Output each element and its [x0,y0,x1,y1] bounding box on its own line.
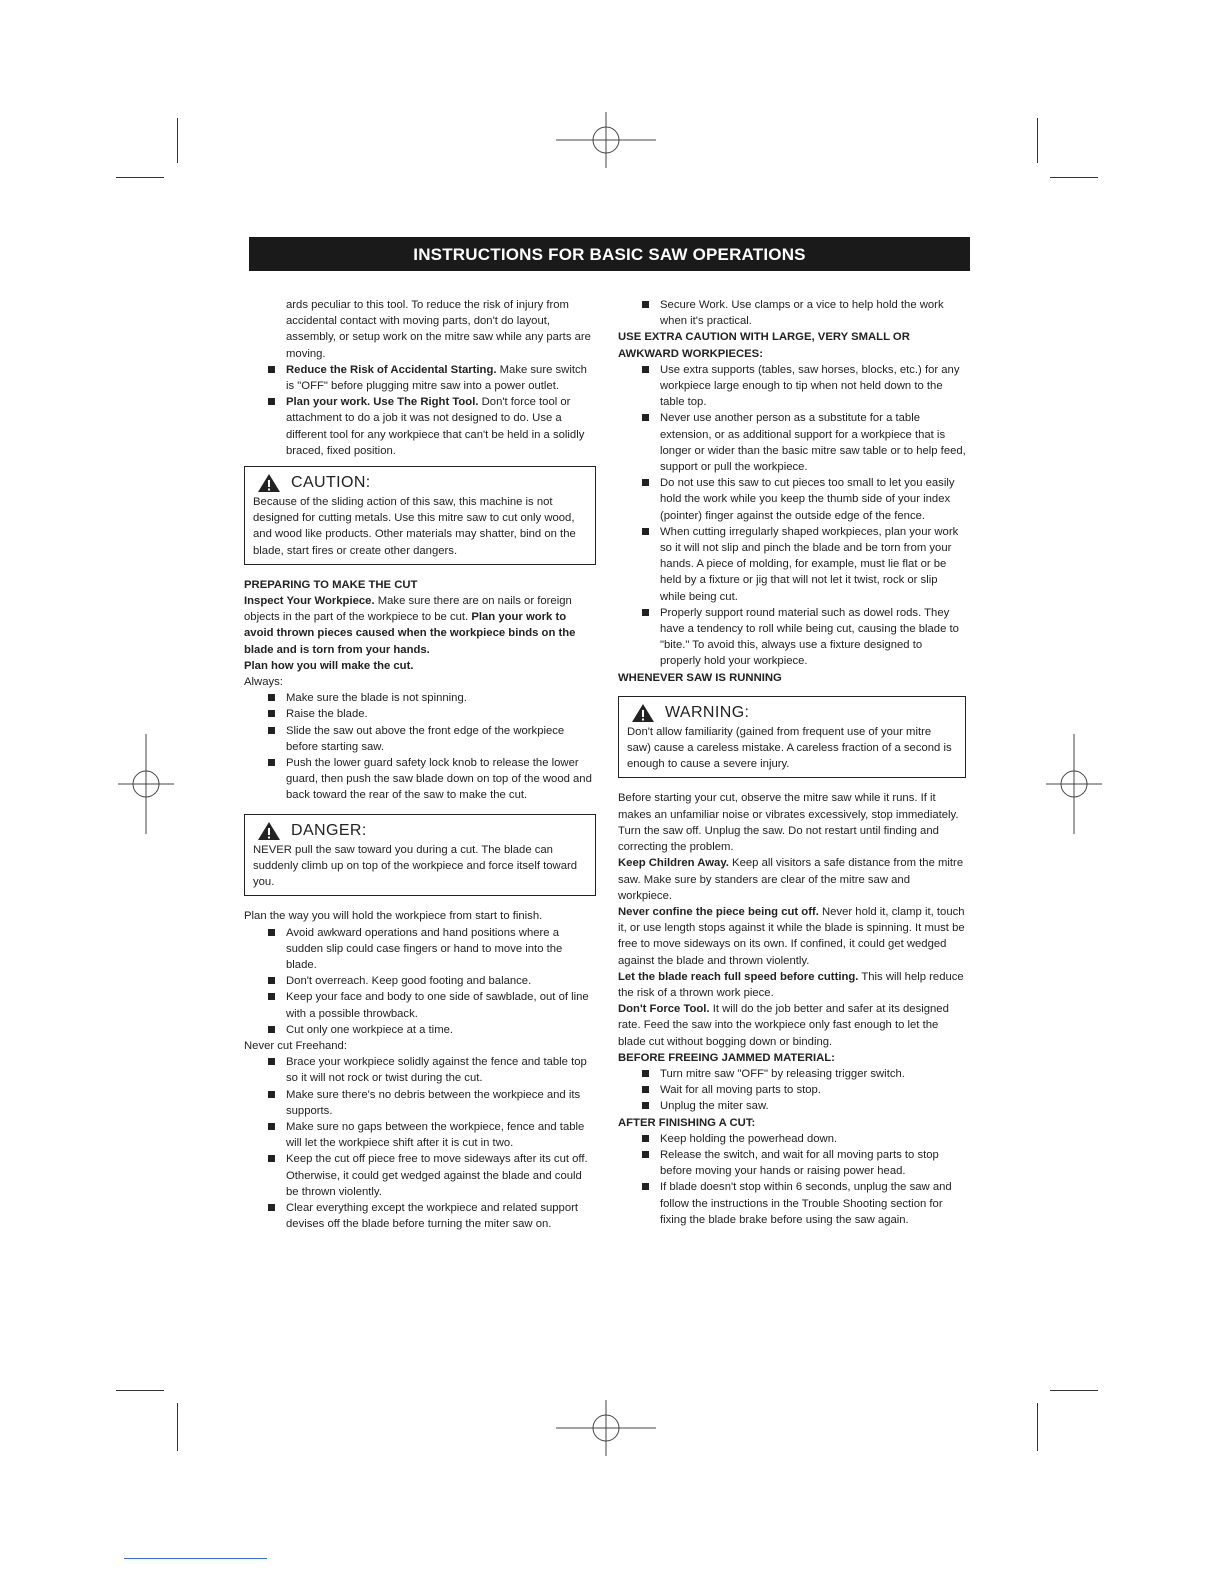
item-text: Unplug the miter saw. [660,1100,769,1113]
children-text: Keep all visitors a safe distance from the mitre saw. Make sure by standers are clear of the mitre saw and workpiece. [618,857,964,902]
caution-title [257,473,587,493]
list-item [244,394,596,459]
crop-mark [1037,1403,1038,1451]
item-text: Clear everything except the workpiece and related support devises off the blade before turning the miter saw on. [286,1201,579,1231]
confine-paragraph [618,904,966,969]
bullet-icon [268,1204,275,1211]
warning-label: WARNING: [665,703,750,721]
item-bold: Reduce the Risk of Accidental Starting. [286,363,497,376]
warning-text: Don't allow familiarity (gained from frequent use of your mitre saw) cause a careless mistake. A careless fraction of a second is enough to cause a severe injury. [627,725,952,771]
intro-paragraph: ards peculiar to this tool. To reduce the risk of injury from accidental contact with moving parts, don't do layout, assembly, or setup work on the mitre saw while any parts are moving. [286,299,591,360]
force-text: It will do the job better and safer at its designed rate. Feed the saw into the workpiece only fast enough to let the blade cut without bogging down or binding. [618,1003,949,1048]
item-text: Keep your face and body to one side of sawblade, out of line with a possible throwback. [286,991,589,1020]
item-text: Turn mitre saw "OFF" by releasing trigger switch. [660,1067,905,1080]
item-text: Don't overreach. Keep good footing and balance. [286,975,532,988]
item-text: Use extra supports (tables, saw horses, blocks, etc.) for any workpiece large enough to tip when not held down to the table top. [660,363,960,409]
list-item [618,362,966,411]
list-item [244,706,596,722]
bullet-icon [268,710,275,717]
item-text: Make sure the blade is not spinning. [286,692,467,705]
section-heading: WHENEVER SAW IS RUNNING [618,671,782,684]
section-banner: INSTRUCTIONS FOR BASIC SAW OPERATIONS [249,237,970,271]
item-text: Slide the saw out above the front edge of the workpiece before starting saw. [286,724,565,753]
crop-mark [116,1390,164,1391]
bullet-icon [642,366,649,373]
list-item [244,1087,596,1119]
left-column [244,297,596,1232]
list-item [244,1119,596,1151]
list-item [244,362,596,394]
bullet-icon [642,1102,649,1109]
item-text: Make sure switch is "OFF" before plugging mitre saw into a power outlet. [286,363,587,393]
list-item [244,989,596,1021]
registration-mark [556,112,656,168]
danger-title [257,821,587,841]
bullet-icon [642,1183,649,1190]
inspect-text: Make sure there are on nails or foreign objects in the part of the workpiece to be cut. [244,595,572,624]
item-text: When cutting irregularly shaped workpieces, plan your work so it will not slip and pinch the blade and be torn from your hands. A piece of molding, for example, must lie flat or be held by a fixture or jig that will not let it twist, rock or slip while being cut. [660,525,959,603]
list-item [618,1179,966,1228]
crop-mark [1037,118,1038,163]
item-text: Wait for all moving parts to stop. [660,1084,821,1097]
bullet-icon [268,759,275,766]
item-text: Do not use this saw to cut pieces too small to let you easily hold the work while you keep the thumb side of your index (pointer) finger against the outside edge of the fence. [660,477,955,522]
bullet-icon [268,1026,275,1033]
bullet-icon [268,398,275,405]
bullet-icon [268,694,275,701]
crop-mark [177,1403,178,1451]
item-text: Push the lower guard safety lock knob to release the lower guard, then push the saw blade down on top of the wood and back toward the rear of the saw to make the cut. [286,757,592,802]
bullet-icon [642,1151,649,1158]
list-item [618,475,966,524]
danger-label: DANGER: [291,821,367,839]
warning-triangle-icon [257,821,281,841]
crop-mark [1050,177,1098,178]
section-heading: USE EXTRA CAUTION WITH LARGE, VERY SMALL OR AWKWARD WORKPIECES: [618,331,910,360]
item-text: Make sure there's no debris between the workpiece and its supports. [286,1088,581,1117]
warning-triangle-icon [631,703,655,723]
list-item [244,755,596,804]
list-item [618,605,966,670]
registration-mark [1046,734,1102,834]
before-start: Before starting your cut, observe the mitre saw while it runs. If it makes an unfamiliar noise or vibrates excessively, stop immediately. Turn the saw off. Unplug the saw. Do not restart until finding and correcting the problem. [618,792,959,854]
item-text: Don't force tool or attachment to do a job it was not designed to do. Use a different tool for any workpiece that can't be held in a solidly braced, fixed position. [286,396,585,457]
plan-bold: Plan your work to avoid thrown pieces caused when the workpiece binds on the blade and is torn from your hands. [244,611,576,656]
list-item [618,410,966,475]
bullet-icon [642,528,649,535]
item-bold: Plan your work. Use The Right Tool. [286,396,479,409]
list-item [244,723,596,755]
item-text: Avoid awkward operations and hand positions where a sudden slip could case fingers or hand to move into the blade. [286,926,563,971]
bullet-icon [268,366,275,373]
plan-how: Plan how you will make the cut. [244,659,414,672]
item-text: Keep the cut off piece free to move sideways after its cut off. Otherwise, it could get wedged against the blade and could be thrown violently. [286,1153,588,1198]
bullet-icon [642,301,649,308]
crop-mark [116,177,164,178]
bullet-icon [268,929,275,936]
list-item [244,925,596,974]
list-item [244,690,596,706]
list-item [618,1066,966,1082]
list-item [244,973,596,989]
bullet-icon [642,479,649,486]
item-text: Cut only one workpiece at a time. [286,1023,454,1036]
bullet-icon [642,1070,649,1077]
list-item [244,1022,596,1038]
item-text: Secure Work. Use clamps or a vice to help hold the work when it's practical. [660,299,944,328]
item-text: Brace your workpiece solidly against the fence and table top so it will not rock or twist during the cut. [286,1056,587,1085]
right-column [618,297,966,1228]
never-freehand: Never cut Freehand: [244,1039,347,1052]
crop-mark [1050,1390,1098,1391]
list-item [618,1098,966,1114]
always-label: Always: [244,676,283,689]
plan-way: Plan the way you will hold the workpiece from start to finish. [244,910,543,923]
section-heading: PREPARING TO MAKE THE CUT [244,578,418,591]
bullet-icon [268,1123,275,1130]
danger-text: NEVER pull the saw toward you during a cut. The blade can suddenly climb up on top of the workpiece and force itself toward you. [253,843,578,889]
confine-bold: Never confine the piece being cut off. [618,905,819,918]
caution-box [244,466,596,565]
list-item [618,1131,966,1147]
bullet-icon [268,1058,275,1065]
speed-text: This will help reduce the risk of a thrown work piece. [618,970,964,999]
danger-box [244,814,596,897]
children-paragraph [618,855,966,904]
item-text: Make sure no gaps between the workpiece, fence and table will let the workpiece shift after it is cut in two. [286,1120,585,1150]
bottom-rule [124,1558,267,1559]
list-item [618,1082,966,1098]
warning-title [631,703,957,723]
list-item [618,297,966,329]
inspect-paragraph [244,593,596,658]
section-heading: AFTER FINISHING A CUT: [618,1116,756,1129]
caution-label: CAUTION: [291,473,371,491]
bullet-icon [268,1155,275,1162]
warning-triangle-icon [257,473,281,493]
bullet-icon [268,727,275,734]
section-heading: BEFORE FREEING JAMMED MATERIAL: [618,1051,835,1064]
item-text: Release the switch, and wait for all moving parts to stop before moving your hands or raising power head. [660,1148,939,1178]
bullet-icon [642,609,649,616]
registration-mark [118,734,174,834]
confine-text: Never hold it, clamp it, touch it, or use length stops against it while the blade is spinning. It must be free to move sideways on its own. If confined, it could get wedged against the blade and thrown violently. [618,905,965,967]
bullet-icon [268,1091,275,1098]
bullet-icon [642,1135,649,1142]
item-text: Raise the blade. [286,708,368,721]
force-paragraph [618,1001,966,1050]
item-text: If blade doesn't stop within 6 seconds, unplug the saw and follow the instructions in the Trouble Shooting section for fixing the blade brake before using the saw again. [660,1181,952,1226]
list-item [244,1054,596,1086]
bullet-icon [268,977,275,984]
inspect-bold: Inspect Your Workpiece. [244,595,375,608]
item-text: Keep holding the powerhead down. [660,1132,838,1145]
speed-bold: Let the blade reach full speed before cutting. [618,970,859,983]
list-item [244,1200,596,1232]
item-text: Properly support round material such as dowel rods. They have a tendency to roll while being cut, causing the blade to "bite." To avoid this, always use a fixture designed to properly hold your workpiece. [660,606,959,668]
list-item [618,1147,966,1179]
warning-box [618,696,966,779]
children-bold: Keep Children Away. [618,857,729,870]
item-text: Never use another person as a substitute for a table extension, or as additional support for a workpiece that is longer or wider than the basic mitre saw table or to help feed, support or pull the workpiece. [660,412,966,474]
registration-mark [556,1400,656,1456]
force-bold: Don't Force Tool. [618,1003,710,1016]
list-item [244,1151,596,1200]
crop-mark [177,118,178,163]
speed-paragraph [618,969,966,1001]
caution-text: Because of the sliding action of this saw, this machine is not designed for cutting metals. Use this mitre saw to cut only wood, and wood like products. Other materials may shatter, bind on the blade, start fires or create other dangers. [253,496,576,557]
bullet-icon [642,1086,649,1093]
bullet-icon [268,993,275,1000]
list-item [618,524,966,605]
bullet-icon [642,414,649,421]
